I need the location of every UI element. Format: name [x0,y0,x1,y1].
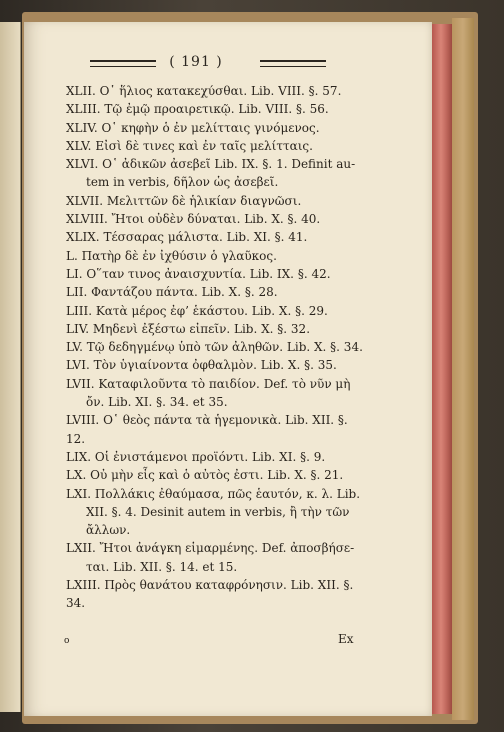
entry-row [66,82,366,100]
entry-row [66,247,366,265]
entry-text: Τέσσαρας μάλιστα. Lib. XI. §. 41. [103,230,308,245]
entry-number: XLIV. [66,120,98,135]
entry-text: Κατὰ μέρος ἐφ’ ἑκάστου. Lib. X. §. 29. [95,303,328,318]
entry-number: XLV. [66,138,92,153]
entry-continuation: ὄν. Lib. XI. §. 34. et 35. [86,395,228,410]
entry-number: LI. [66,266,83,281]
entry-row [66,210,366,228]
entry-number: XLII. [66,84,96,98]
entry-text: Ἤτοι ἀνάγκη εἱμαρμένης. Def. ἀποσβήσε- [99,541,355,556]
entry-row [66,302,366,320]
entry-number: LIII. [66,303,93,318]
catchword: Ex [338,632,354,646]
entry-text: Μηδενὶ ἐξέστω εἰπεῖν. Lib. X. §. 32. [92,321,311,336]
entry-text: Τῷ ἐμῷ προαιρετικῷ. Lib. VIII. §. 56. [104,102,329,117]
entry-number: LXIII. [66,578,101,593]
entry-row [66,192,366,210]
entry-text: Τῷ δεδηγμένῳ ὑπὸ τῶν ἀληθῶν. Lib. X. §. 34. [86,340,363,355]
entry-text: Ο῞ταν τινος ἀναισχυντία. Lib. IX. §. 42. [86,266,331,281]
entry-row [66,228,366,246]
bottom-mark: o [64,636,70,646]
entry-number: XLIII. [66,102,101,117]
red-page-edge [432,24,452,714]
entry-number: LV. [66,340,83,355]
header-rule-left [90,60,156,67]
entry-row [66,283,366,301]
entry-text: Ο῾ ἥλιος κατακεχύσθαι. Lib. VIII. §. 57. [99,84,342,98]
entry-number: LVII. [66,376,95,391]
entry-text: Ἤτοι οὐδὲν δύναται. Lib. X. §. 40. [111,212,321,227]
entry-row [66,576,366,613]
entry-number: XLVIII. [66,212,108,227]
entry-list [66,82,366,613]
entry-number: LXII. [66,541,96,556]
entry-number: LVI. [66,358,90,373]
entry-text: Φαντάζου πάντα. Lib. X. §. 28. [91,285,278,300]
entry-number: LX. [66,468,87,483]
entry-text: Ο῾ ἀδικῶν ἀσεβεῖ Lib. IX. §. 1. Definit au- [102,157,356,172]
entry-row [66,356,366,374]
entry-row [66,539,366,576]
entry-row [66,100,366,118]
entry-row [66,155,366,192]
page-header [62,54,330,74]
entry-continuation: XII. §. 4. Desinit autem in verbis, ἢ τὴν τῶν ἄλλων. [86,504,350,538]
entry-row [66,119,366,137]
entry-text: Πολλάκις ἐθαύμασα, πῶς ἑαυτόν, κ. λ. Lib. [94,486,361,501]
entry-number: L. [66,248,78,263]
left-page-edge [0,22,21,712]
entry-row [66,448,366,466]
page-number: ( 191 ) [169,54,223,70]
entry-number: LII. [66,285,88,300]
entry-number: LIV. [66,321,90,336]
entry-text: Τὸν ὑγιαίνοντα ὀφθαλμὸν. Lib. X. §. 35. [93,358,337,373]
entry-number: XLVI. [66,157,99,172]
header-rule-right [260,60,326,67]
entry-number: LIX. [66,449,92,464]
entry-row [66,466,366,484]
entry-row [66,375,366,412]
entry-text: Ο῾ κηφὴν ὁ ἐν μελίτταις γινόμενος. [101,120,320,135]
entry-number: XLIX. [66,230,100,245]
entry-row [66,265,366,283]
entry-text: Ο῾ θεὸς πάντα τὰ ἡγεμονικὰ. Lib. XII. §. 12. [66,413,348,446]
entry-continuation: ται. Lib. XII. §. 14. et 15. [86,559,238,574]
entry-text: Πατὴρ δὲ ἐν ἰχθύσιν ὁ γλαῦκος. [81,248,277,263]
entry-text: Οἱ ἐνιστάμενοι προϊόντι. Lib. XI. §. 9. [94,449,326,464]
entry-text: Οὐ μὴν εἷς καὶ ὁ αὐτὸς ἐστι. Lib. X. §. 21. [90,468,344,483]
entry-number: XLVII. [66,193,104,208]
book-fore-edge [452,18,474,720]
entry-continuation: tem in verbis, δῆλον ὡς ἀσεβεῖ. [86,175,279,190]
entry-row [66,411,366,448]
entry-text: Εἰσὶ δὲ τινες καὶ ἐν ταῖς μελίτταις. [95,138,313,153]
entry-text: Καταφιλοῦντα τὸ παιδίον. Def. τὸ νῦν μὴ [98,376,351,391]
entry-number: LVIII. [66,413,100,428]
entry-text: Πρὸς θανάτου καταφρόνησιν. Lib. XII. §. 34. [66,578,354,611]
entry-row [66,320,366,338]
entry-number: LXI. [66,486,92,501]
entry-row [66,338,366,356]
entry-row [66,137,366,155]
entry-row [66,485,366,540]
entry-text: Μελιττῶν δὲ ἡλικίαν διαγνῶσι. [106,193,302,208]
